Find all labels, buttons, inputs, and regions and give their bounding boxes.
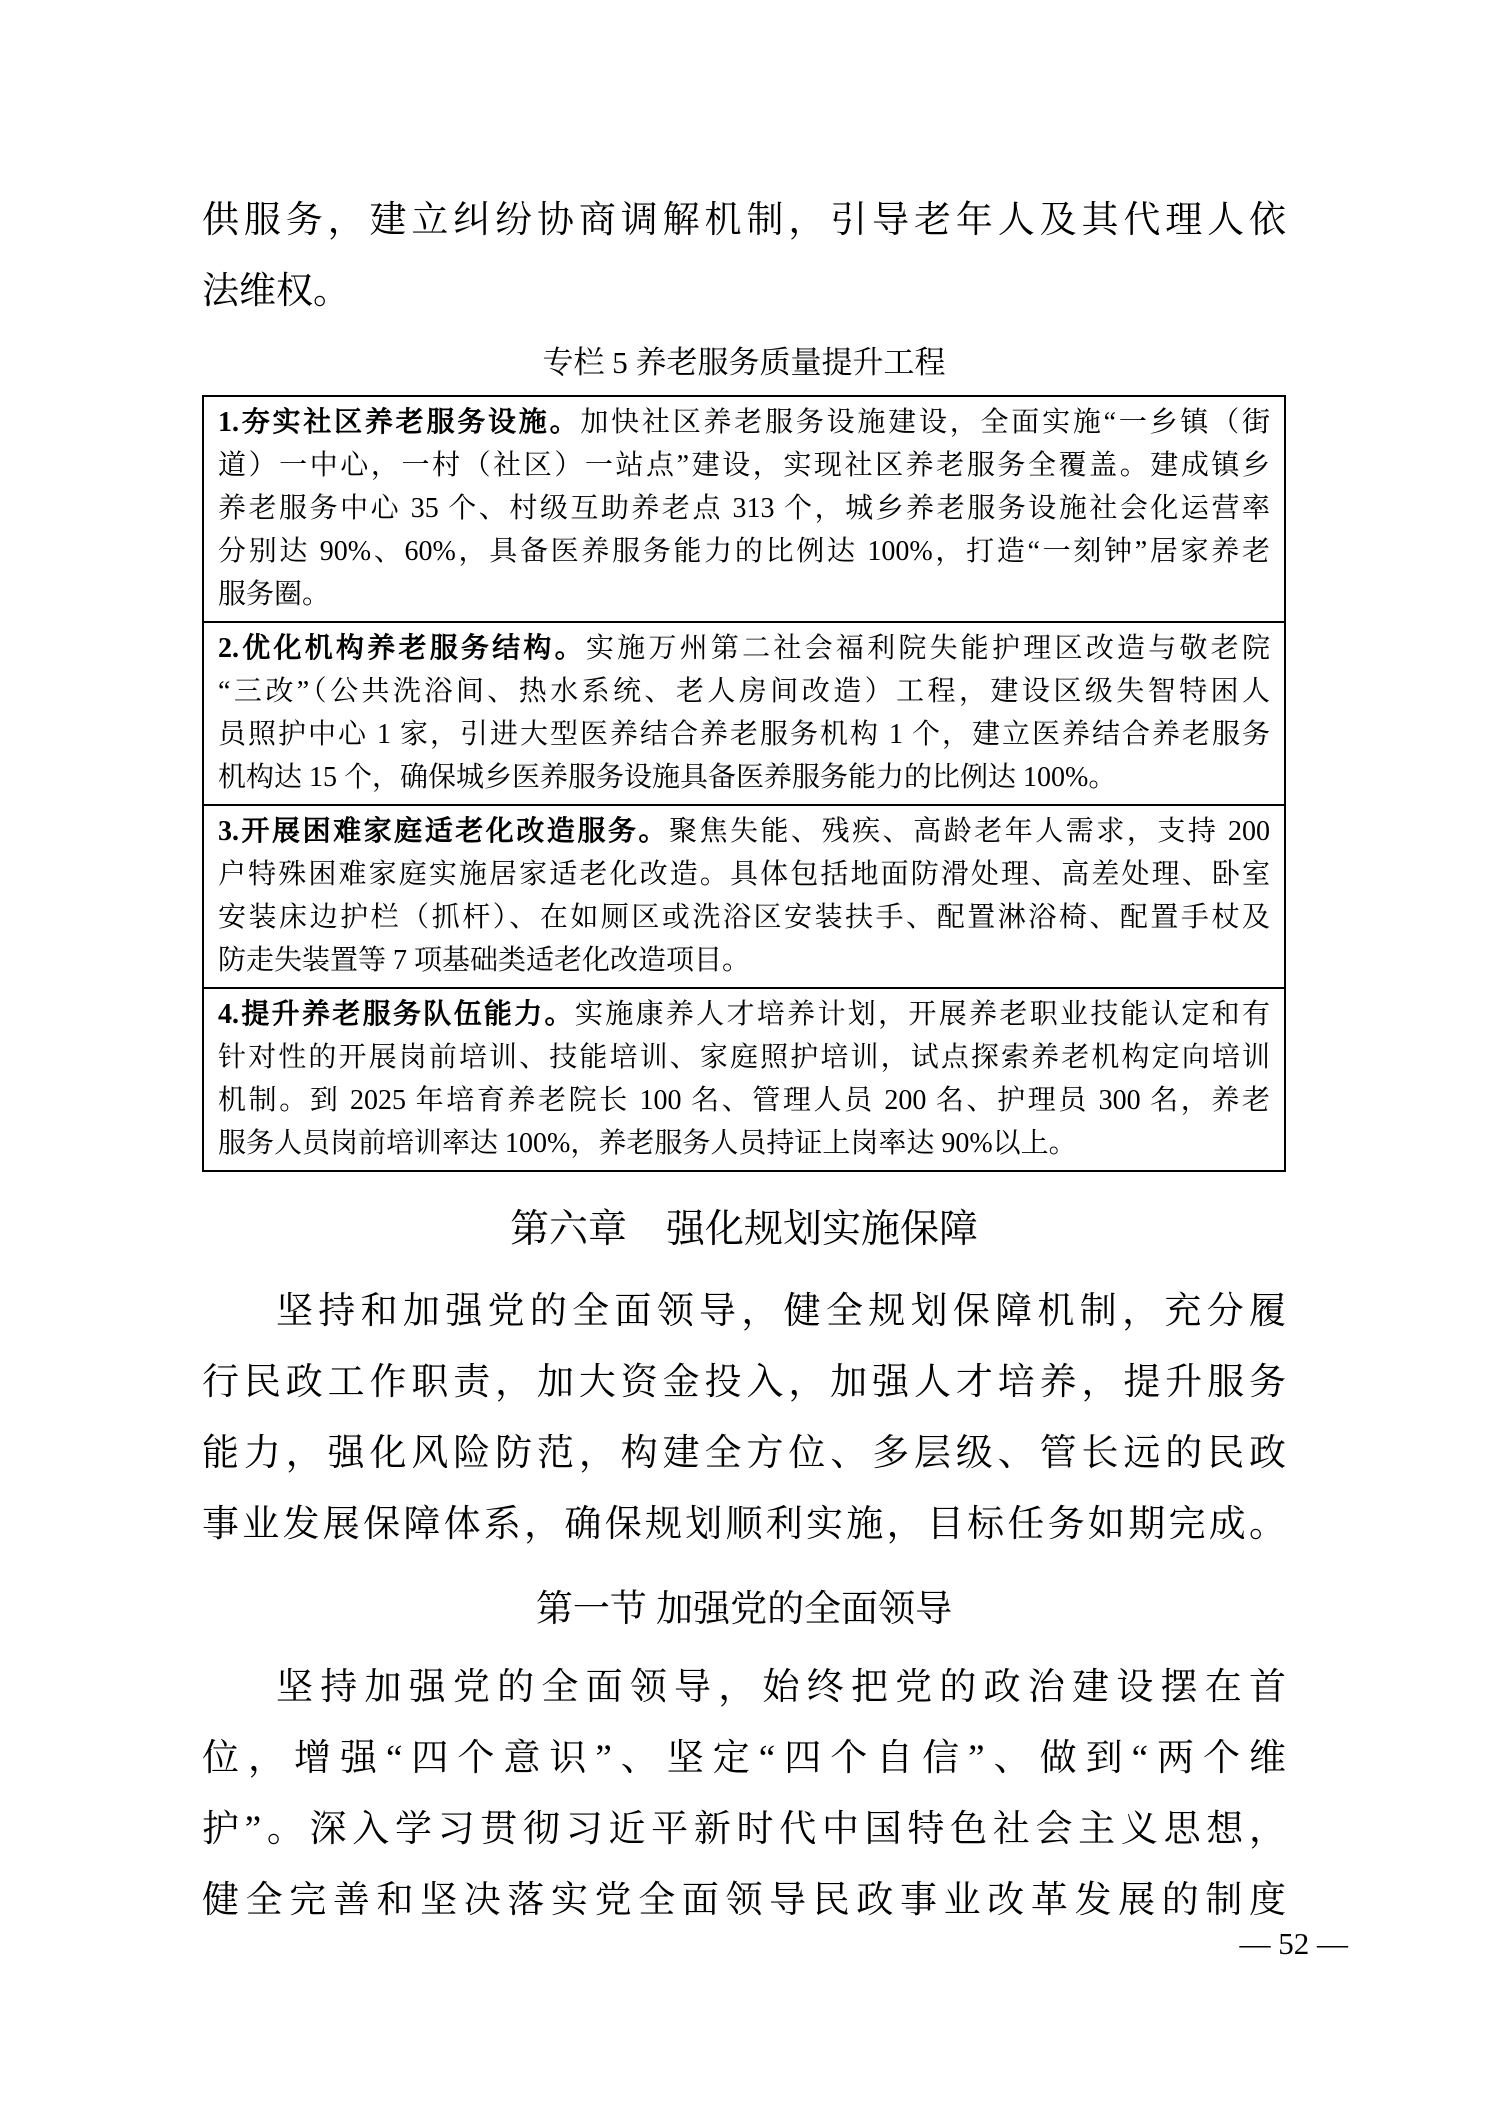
text-line: 服务人员岗前培训率达 100%，养老服务人员持证上岗率达 90%以上。 [218,1128,1077,1159]
text-run: 实施万州第二社会福利院失能护理区改造与敬老院 [585,633,1270,664]
text-line: 行民政工作职责，加大资金投入，加强人才培养，提升服务 [202,1362,1286,1403]
panel-title: 专栏 5 养老服务质量提升工程 [542,345,946,380]
chapter-paragraph [202,1276,1286,1560]
text-line: 员照护中心 1 家，引进大型医养结合养老服务机构 1 个，建立医养结合养老服务 [218,719,1270,750]
text-line [218,810,1270,853]
text-line [218,993,1270,1036]
text-line [218,401,1270,444]
text-line: 事业发展保障体系，确保规划顺利实施，目标任务如期完成。 [202,1504,1286,1545]
panel-item-1 [204,397,1284,623]
text-line: 针对性的开展岗前培训、技能培训、家庭照护培训，试点探索养老机构定向培训 [218,1042,1270,1073]
intro-paragraph [202,185,1286,327]
text-line: 机制。到 2025 年培育养老院长 100 名、管理人员 200 名、护理员 300 名，养老 [218,1085,1270,1116]
text-line: 防走失装置等 7 项基础类适老化改造项目。 [218,945,751,976]
section-heading: 第一节 加强党的全面领导 [535,1589,953,1630]
panel-item-lead: 2.优化机构养老服务结构。 [218,633,586,664]
panel-item-2 [204,623,1284,806]
text-line: 供服务，建立纠纷协商调解机制，引导老年人及其代理人依 [202,200,1286,241]
text-line: 道）一中心，一村（社区）一站点”建设，实现社区养老服务全覆盖。建成镇乡 [218,450,1270,481]
text-run: 加快社区养老服务设施建设，全面实施“一乡镇（街 [580,407,1270,438]
text-run: 聚焦失能、残疾、高龄老年人需求，支持 200 [668,816,1270,847]
text-line: “三改”（公共洗浴间、热水系统、老人房间改造）工程，建设区级失智特困人 [218,676,1270,707]
text-line: 护”。深入学习贯彻习近平新时代中国特色社会主义思想， [202,1809,1286,1850]
panel-item-lead: 3.开展困难家庭适老化改造服务。 [218,816,669,847]
chapter-heading: 第六章 强化规划实施保障 [509,1208,978,1251]
text-line: 养老服务中心 35 个、村级互助养老点 313 个，城乡养老服务设施社会化运营率 [218,493,1270,524]
text-line: 安装床边护栏（抓杆）、在如厕区或洗浴区安装扶手、配置淋浴椅、配置手杖及 [218,902,1270,933]
text-line: 健全完善和坚决落实党全面领导民政事业改革发展的制度 [202,1880,1286,1921]
text-line: 法维权。 [202,271,350,312]
text-run: 实施康养人才培养计划，开展养老职业技能认定和有 [574,999,1270,1030]
text-line: 户特殊困难家庭实施居家适老化改造。具体包括地面防滑处理、高差处理、卧室 [218,859,1270,890]
page-number: — 52 — [1239,1926,1348,1961]
text-line: 服务圈。 [218,579,331,610]
text-line: 坚持加强党的全面领导，始终把党的政治建设摆在首 [276,1667,1286,1708]
text-line: 坚持和加强党的全面领导，健全规划保障机制，充分履 [276,1291,1286,1332]
panel [202,395,1286,1172]
panel-item-4 [204,989,1284,1170]
text-line: 分别达 90%、60%，具备医养服务能力的比例达 100%，打造“一刻钟”居家养老 [218,536,1270,567]
text-line: 能力，强化风险防范，构建全方位、多层级、管长远的民政 [202,1433,1286,1474]
panel-item-lead: 4.提升养老服务队伍能力。 [218,999,575,1030]
text-line [218,627,1270,670]
text-line: 机构达 15 个，确保城乡医养服务设施具备医养服务能力的比例达 100%。 [218,762,1117,793]
panel-item-3 [204,806,1284,989]
panel-item-lead: 1.夯实社区养老服务设施。 [218,407,581,438]
section-paragraph [202,1652,1286,1936]
text-line: 位，增强“四个意识”、坚定“四个自信”、做到“两个维 [202,1738,1286,1779]
